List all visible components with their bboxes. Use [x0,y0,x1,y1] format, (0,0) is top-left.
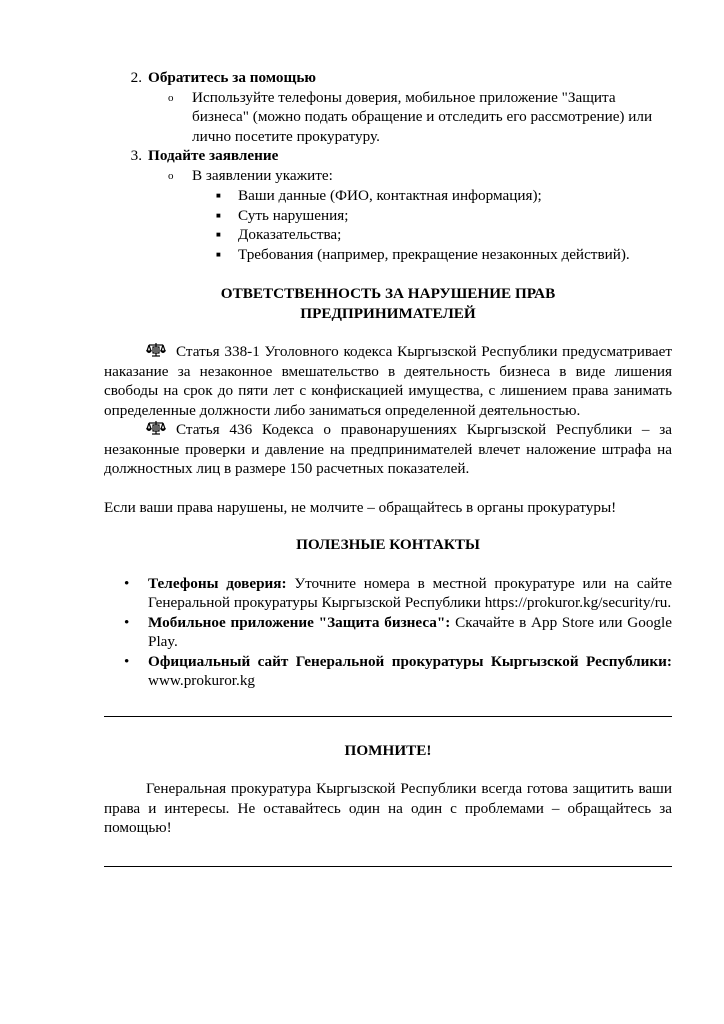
list-item-text: Ваши данные (ФИО, контактная информация); [238,187,542,204]
scales-icon [146,342,166,358]
list-item-text: Суть нарушения; [238,206,349,224]
list-item-text: Требования (например, прекращение незаконных действий). [238,245,630,263]
step-number: 2. [130,69,142,86]
bullet-icon: • [124,613,130,631]
step-2 [104,68,672,88]
appeal-text: Если ваши права нарушены, не молчите – обращайтесь в органы прокуратуры! [104,498,617,516]
step-2-text: Используйте телефоны доверия, мобильное приложение "Защита бизнеса" (можно подать обращение и отследить его рассмотрение) или лично посетите прокуратуру. [192,88,653,145]
step-3-subitem [168,166,672,187]
step-3 [104,146,672,166]
article-338-text: Статья 338-1 Уголовного кодекса Кыргызской Республики предусматривает наказание за незаконное вмешательство в деятельность бизнеса в виде лишения свободы на срок до пяти лет с конфискацией имущества, с лишением права занимать определенные должности либо заниматься определенной деятельностью. [104,343,672,419]
step-title: Обратитесь за помощью [148,69,316,86]
contact-item [124,652,672,691]
contacts-heading: ПОЛЕЗНЫЕ КОНТАКТЫ [296,536,480,553]
contact-value: Скачайте в App Store или Google Play. [148,613,672,650]
article-436-text: Статья 436 Кодекса о правонарушениях Кыргызской Республики – за незаконные проверки и давление на предпринимателей влечет наложение штрафа на должностных лиц в размере 150 расчетных показателей. [104,421,672,477]
list-item [214,186,672,206]
contact-value: www.prokuror.kg [148,672,256,689]
divider [104,866,672,867]
contact-text [148,574,672,613]
document-page [104,68,672,867]
step-3-text: В заявлении укажите: [192,166,333,184]
article-338-paragraph [104,342,672,420]
square-bullet-icon: ■ [216,191,221,200]
list-item-text: Доказательства; [238,226,342,243]
contact-item [124,613,672,652]
circle-bullet-icon: o [168,169,174,182]
step-2-subitem [168,88,672,147]
contact-text [148,613,672,652]
square-bullet-icon: ■ [216,249,221,259]
heading-line: ПРЕДПРИНИМАТЕЛЕЙ [300,304,476,322]
contact-label: Телефоны доверия: [148,574,287,592]
bullet-icon: • [124,574,130,592]
circle-bullet-icon: o [168,91,174,104]
list-item [214,225,672,245]
responsibility-heading [104,284,672,323]
contact-label: Официальный сайт Генеральной прокуратуры Кыргызской Республики: [148,652,672,670]
contact-value: Уточните номера в местной прокуратуре или на сайте Генеральной прокуратуры Кыргызской Республики https://prokuror.kg/security/ru. [148,574,672,611]
square-bullet-icon: ■ [216,230,221,239]
list-item [214,245,672,265]
bullet-icon: • [124,652,130,670]
square-bullet-icon: ■ [216,210,221,220]
step-title: Подайте заявление [148,147,279,164]
contact-item [124,574,672,613]
list-item [214,206,672,226]
remember-text: Генеральная прокуратура Кыргызской Республики всегда готова защитить ваши права и интересы. Не оставайтесь один на один с проблемами – обращайтесь за помощью! [104,780,672,836]
contact-text [148,652,672,691]
remember-heading: ПОМНИТЕ! [344,741,432,759]
heading-line: ОТВЕТСТВЕННОСТЬ ЗА НАРУШЕНИЕ ПРАВ [220,285,556,302]
article-436-paragraph [104,420,672,479]
contact-label: Мобильное приложение "Защита бизнеса": [148,613,451,631]
scales-icon [146,420,166,436]
step-number: 3. [130,147,142,164]
